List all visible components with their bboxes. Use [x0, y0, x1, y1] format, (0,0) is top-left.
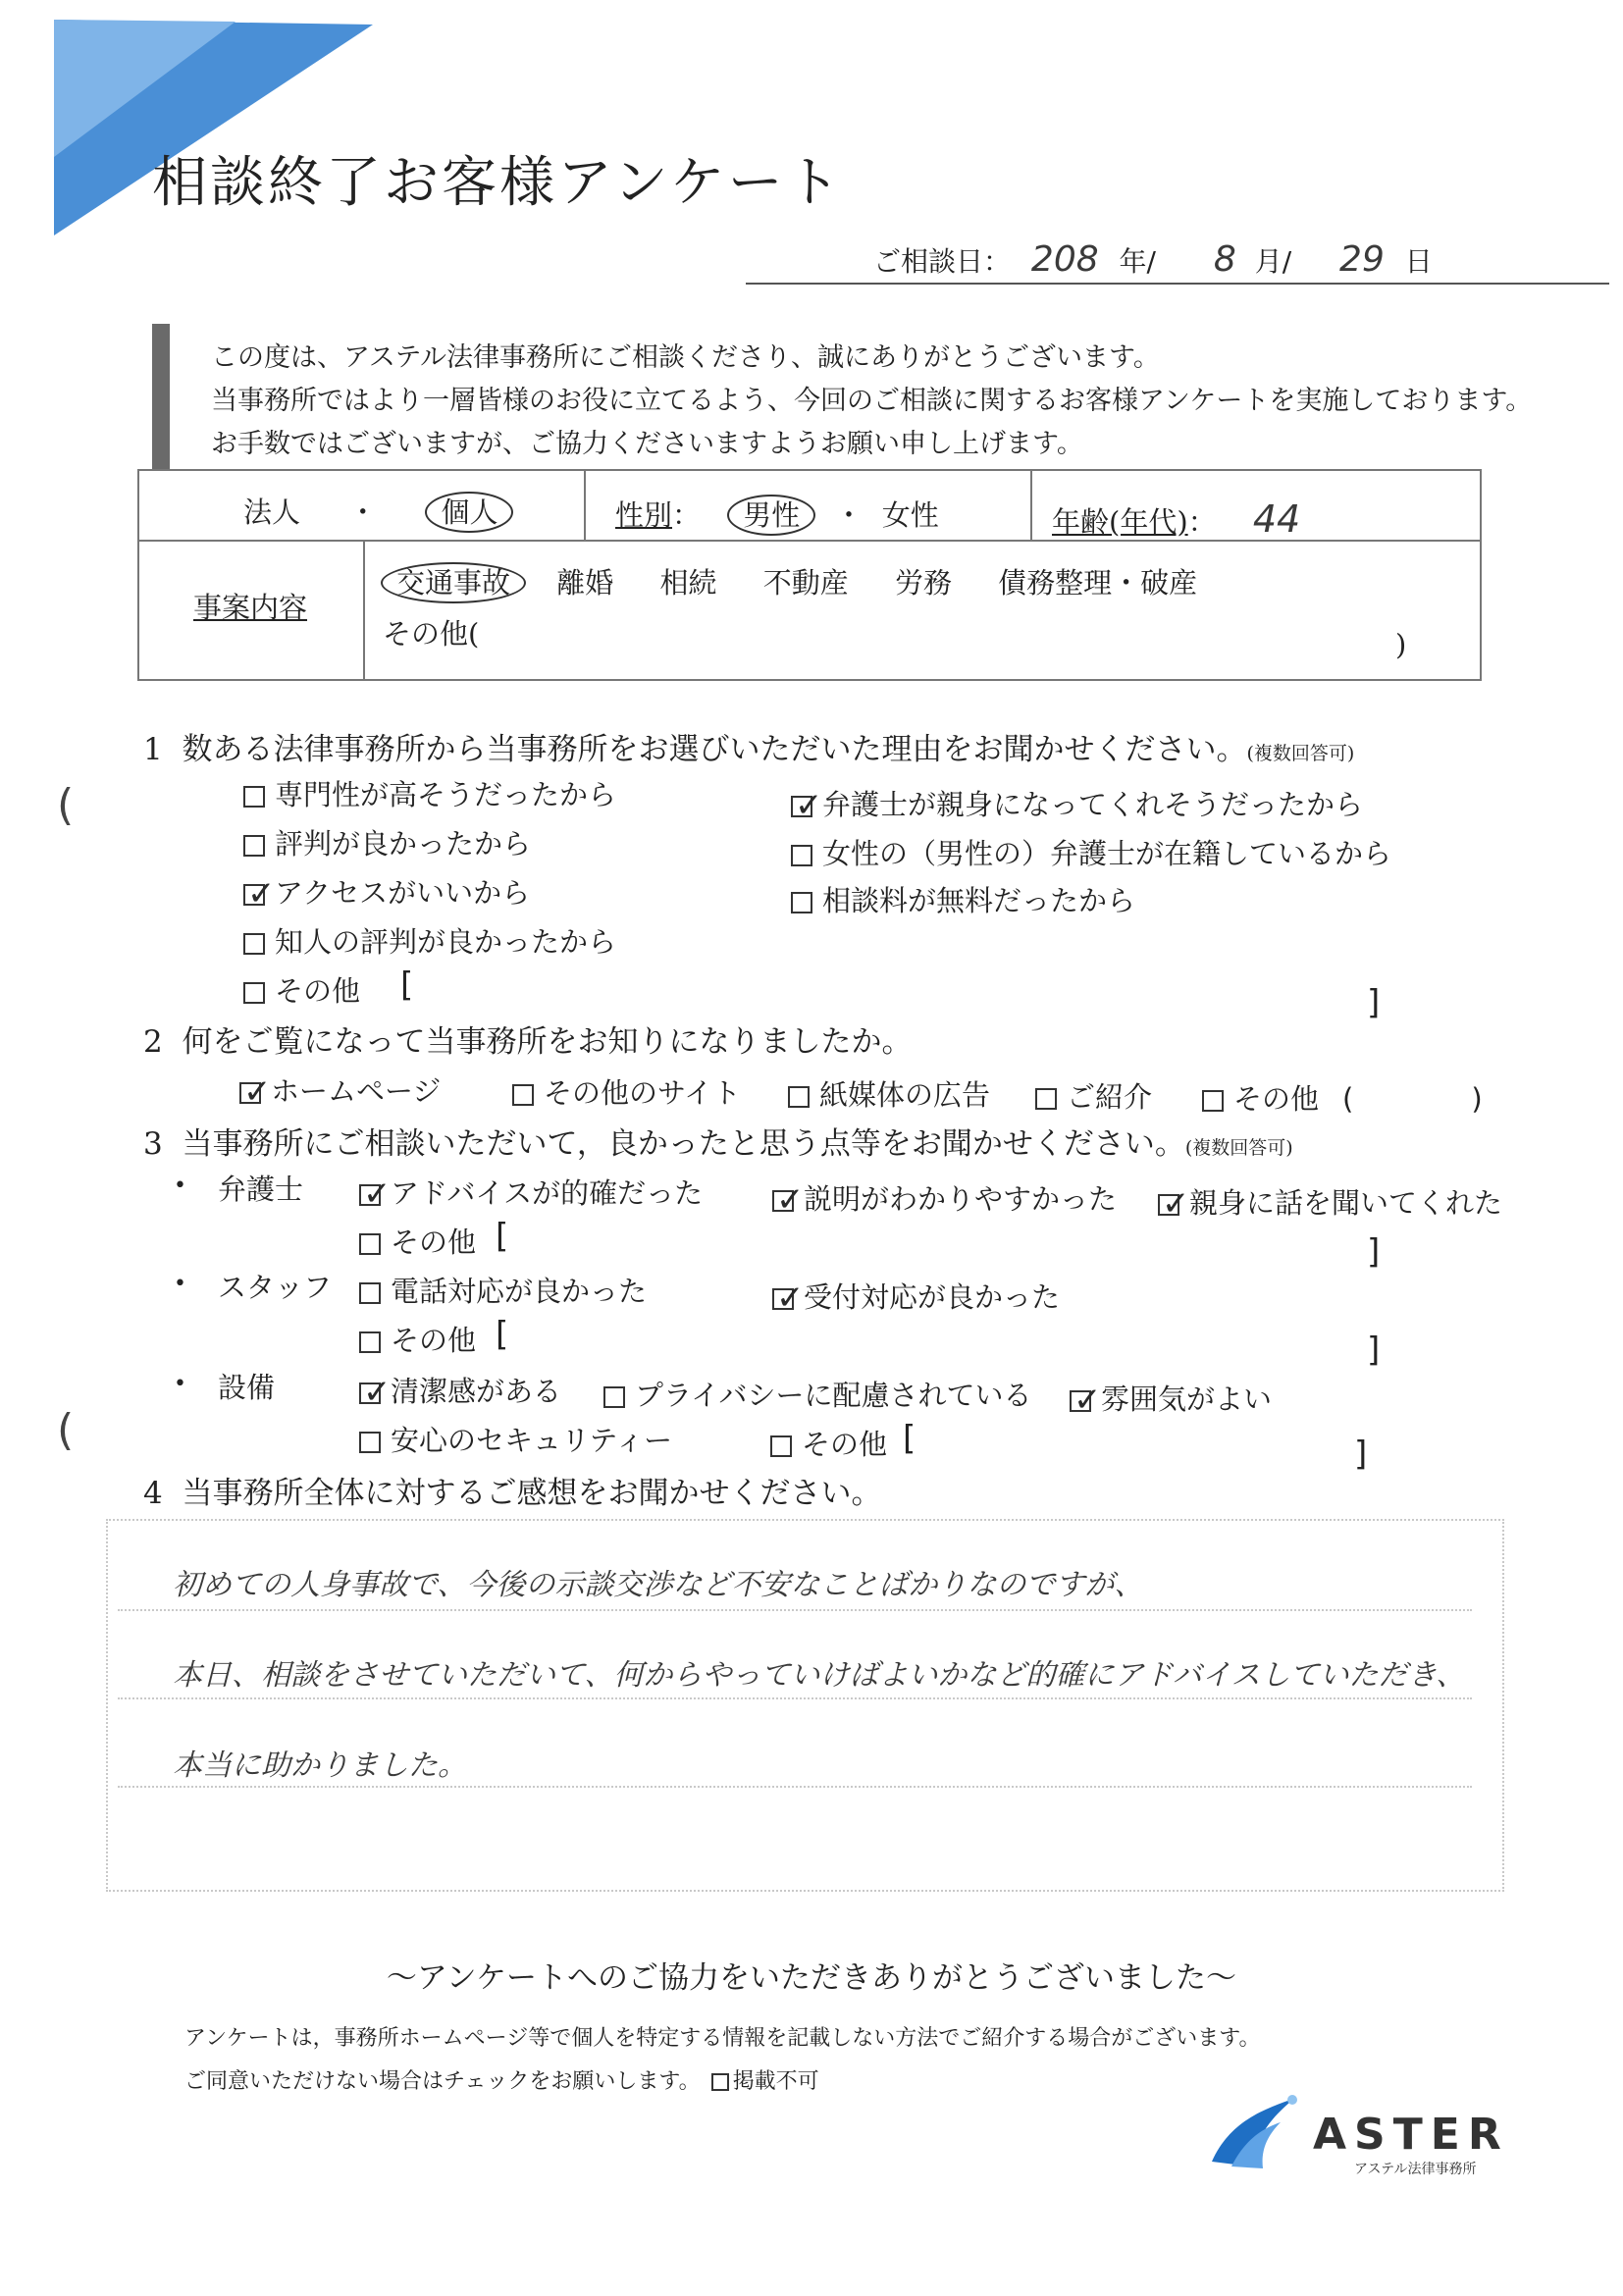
logo-name: ASTER: [1313, 2110, 1509, 2160]
case-inheritance[interactable]: 相続: [659, 566, 717, 600]
checkbox-unchecked[interactable]: [791, 845, 812, 866]
checkbox-unchecked[interactable]: [359, 1233, 381, 1255]
option-label: その他: [1233, 1082, 1320, 1116]
checkbox-checked[interactable]: [1158, 1194, 1179, 1216]
option-label: 専門性が高そうだったから: [275, 778, 617, 811]
q3-staff-bracket-close: ]: [1367, 1331, 1381, 1370]
comment-rule: [118, 1697, 1472, 1699]
question-number: 2: [143, 1024, 163, 1060]
question-note: (複数回答可): [1184, 1137, 1293, 1159]
q3-staff-phone[interactable]: [359, 1270, 647, 1310]
date-year: 208: [1030, 239, 1099, 280]
option-label: その他のサイト: [544, 1076, 741, 1110]
date-month: 8: [1213, 239, 1236, 280]
question-text: 数ある法律事務所から当事務所をお選びいただいた理由をお聞かせください。: [182, 732, 1247, 767]
option-label: 評判が良かったから: [275, 827, 532, 861]
q1-bracket-open: [: [400, 965, 414, 1005]
q3-facility-bracket-open: [: [903, 1419, 916, 1458]
q3-lawyer-listened[interactable]: [1158, 1181, 1502, 1222]
corporate-option[interactable]: 法人: [243, 496, 301, 529]
question-note: (複数回答可): [1246, 743, 1355, 764]
checkbox-unchecked[interactable]: [788, 1086, 810, 1108]
option-label: 弁護士が親身になってくれそうだったから: [822, 788, 1364, 821]
logo-subtitle: アステル法律事務所: [1354, 2162, 1477, 2177]
individual-option-selected[interactable]: 個人: [425, 492, 513, 533]
case-other[interactable]: その他(: [383, 617, 480, 651]
case-real-estate[interactable]: 不動産: [762, 566, 849, 600]
case-types: [381, 561, 1197, 601]
q3-lawyer-advice[interactable]: [359, 1172, 703, 1212]
option-label: 親身に話を聞いてくれた: [1189, 1186, 1503, 1220]
page-title: 相談終了お客様アンケート: [152, 151, 844, 215]
option-label: 雰囲気がよい: [1101, 1383, 1273, 1416]
option-label: 相談料が無料だったから: [822, 884, 1136, 917]
q3-facility-other[interactable]: [770, 1423, 887, 1463]
checkbox-checked[interactable]: [791, 796, 812, 817]
option-label: ホームページ: [271, 1074, 442, 1108]
profile-col-divider-3: [363, 540, 365, 681]
option-label: その他: [391, 1324, 477, 1357]
q1-option-reputation[interactable]: [243, 822, 531, 862]
checkbox-unchecked[interactable]: [359, 1432, 381, 1453]
checkbox-checked[interactable]: [239, 1082, 261, 1104]
paren-close: ): [1471, 1082, 1483, 1116]
option-label: アクセスがいいから: [275, 876, 531, 910]
separator-dot: ・: [834, 498, 864, 532]
question-4: [143, 1468, 881, 1512]
male-option-selected[interactable]: 男性: [727, 495, 815, 536]
intro-text: [211, 337, 1532, 466]
question-text: 当事務所全体に対するご感想をお聞かせください。: [182, 1476, 882, 1511]
checkbox-checked[interactable]: [772, 1190, 794, 1212]
intro-line-1: この度は、アステル法律事務所にご相談くださり、誠にありがとうございます。: [211, 342, 1160, 373]
q1-option-caring-lawyer[interactable]: [791, 783, 1363, 823]
no-publish-checkbox[interactable]: [711, 2073, 729, 2091]
q1-option-acquaintance[interactable]: [243, 920, 616, 961]
case-labor[interactable]: 労務: [894, 566, 952, 600]
option-label: その他: [391, 1226, 477, 1259]
comment-line-3: 本当に助かりました。: [173, 1748, 467, 1783]
question-number: 3: [143, 1126, 163, 1162]
date-underline: [746, 283, 1609, 285]
age-colon: ：: [1187, 505, 1217, 539]
client-type: [243, 491, 513, 531]
question-3: [143, 1119, 1293, 1163]
no-publish-label: 掲載不可: [732, 2069, 819, 2094]
q1-option-gender-lawyer[interactable]: [791, 832, 1391, 872]
bullet: •: [174, 1372, 186, 1396]
option-label: 受付対応が良かった: [804, 1280, 1061, 1314]
question-text: 当事務所にご相談いただいて，良かったと思う点等をお聞かせください。: [182, 1126, 1185, 1162]
checkbox-unchecked[interactable]: [359, 1282, 381, 1304]
consultation-date: [873, 239, 1433, 280]
separator-dot: ・: [348, 496, 378, 529]
q3-staff-reception[interactable]: [772, 1276, 1060, 1316]
q1-option-expertise[interactable]: [243, 773, 616, 813]
q2-option-other[interactable]: [1202, 1077, 1483, 1118]
checkbox-unchecked[interactable]: [1035, 1088, 1057, 1110]
case-traffic-accident-selected[interactable]: 交通事故: [381, 562, 526, 603]
intro-line-3: お手数ではございますが、ご協力くださいますようお願い申し上げます。: [211, 429, 1083, 459]
checkbox-unchecked[interactable]: [243, 835, 265, 857]
option-label: プライバシーに配慮されている: [635, 1379, 1032, 1412]
case-divorce[interactable]: 離婚: [556, 566, 614, 600]
profile-col-divider-1: [584, 469, 586, 540]
checkbox-checked[interactable]: [1070, 1390, 1091, 1412]
q3-staff-other[interactable]: [359, 1319, 476, 1359]
case-label: 事案内容: [193, 591, 308, 624]
q3-facility-clean[interactable]: [359, 1370, 561, 1410]
publication-notice: アンケートは，事務所ホームページ等で個人を特定する情報を記載しない方法でご紹介する場合がございます。: [184, 2026, 1261, 2051]
option-label: 紙媒体の広告: [819, 1078, 991, 1112]
question-1: [143, 724, 1354, 768]
q3-staff-label: スタッフ: [218, 1271, 333, 1304]
q3-facility-label: 設備: [218, 1371, 276, 1404]
bullet: •: [174, 1174, 186, 1198]
checkbox-unchecked[interactable]: [770, 1435, 792, 1457]
q3-lawyer-bracket-close: ]: [1367, 1232, 1381, 1272]
q3-facility-privacy[interactable]: [603, 1374, 1032, 1414]
q3-facility-atmosphere[interactable]: [1070, 1378, 1272, 1418]
q1-bracket-close: ]: [1367, 983, 1381, 1022]
q1-option-other[interactable]: [243, 969, 360, 1010]
question-number: 4: [143, 1476, 163, 1511]
checkbox-unchecked[interactable]: [791, 892, 812, 913]
consent-text: ご同意いただけない場合はチェックをお願いします。: [184, 2069, 701, 2094]
q2-option-homepage[interactable]: [239, 1070, 441, 1110]
checkbox-unchecked[interactable]: [243, 982, 265, 1004]
age-value[interactable]: 44: [1252, 497, 1301, 541]
q3-lawyer-label: 弁護士: [218, 1173, 304, 1206]
checkbox-unchecked[interactable]: [512, 1084, 534, 1106]
case-debt-bankruptcy[interactable]: 債務整理・破産: [998, 566, 1198, 600]
q3-lawyer-bracket-open: [: [496, 1217, 509, 1256]
question-text: 何をご覧になって当事務所をお知りになりましたか。: [182, 1024, 913, 1060]
option-label: ご紹介: [1067, 1080, 1153, 1114]
q3-staff-bracket-open: [: [496, 1315, 509, 1354]
checkbox-checked[interactable]: [359, 1184, 381, 1206]
option-label: アドバイスが的確だった: [391, 1176, 704, 1210]
day-suffix: 日: [1404, 245, 1433, 278]
q2-option-other-site[interactable]: [512, 1071, 741, 1112]
profile-col-divider-2: [1030, 469, 1032, 540]
q3-lawyer-other[interactable]: [359, 1221, 476, 1261]
date-day: 29: [1339, 239, 1385, 280]
gender-label: 性別: [615, 498, 673, 532]
bullet: •: [174, 1272, 186, 1296]
q3-facility-bracket-close: ]: [1354, 1435, 1368, 1474]
checkbox-unchecked[interactable]: [243, 933, 265, 955]
option-label: その他: [802, 1428, 888, 1461]
option-label: 安心のセキュリティー: [391, 1424, 673, 1457]
intro-line-2: 当事務所ではより一層皆様のお役に立てるよう、今回のご相談に関するお客様アンケートを実施しております。: [211, 386, 1533, 416]
checkbox-unchecked[interactable]: [243, 786, 265, 808]
consent-notice: [184, 2064, 819, 2095]
q1-option-access[interactable]: [243, 871, 530, 912]
question-number: 1: [143, 732, 163, 767]
option-label: その他: [275, 974, 361, 1008]
age-label: 年齢(年代): [1052, 505, 1188, 539]
margin-mark: (: [57, 1405, 75, 1455]
comment-line-1: 初めての人身事故で、今後の示談交渉など不安なことばかりなのですが、: [173, 1568, 1144, 1602]
checkbox-unchecked[interactable]: [603, 1386, 625, 1408]
comment-rule: [118, 1609, 1472, 1611]
age-field: [1052, 497, 1300, 541]
checkbox-checked[interactable]: [243, 884, 265, 906]
checkbox-checked[interactable]: [359, 1383, 381, 1404]
female-option[interactable]: 女性: [881, 498, 939, 532]
month-suffix: 月/: [1254, 245, 1292, 278]
aster-logo-icon: [1202, 2088, 1310, 2176]
year-suffix: 年/: [1119, 245, 1156, 278]
margin-mark: (: [57, 780, 75, 830]
q2-option-referral[interactable]: [1035, 1075, 1152, 1116]
comment-line-2: 本日、相談をさせていただいて、何からやっていけばよいかなど的確にアドバイスしていただき、: [173, 1658, 1466, 1693]
gender-colon: ：: [672, 498, 702, 532]
case-other-close: ): [1395, 628, 1407, 661]
option-label: 説明がわかりやすかった: [804, 1182, 1118, 1216]
comment-rule: [118, 1786, 1472, 1788]
option-label: 知人の評判が良かったから: [275, 925, 617, 959]
q1-option-free-consultation[interactable]: [791, 879, 1135, 919]
option-label: 清潔感がある: [391, 1375, 562, 1408]
checkbox-checked[interactable]: [772, 1288, 794, 1310]
gender-field: [615, 494, 939, 534]
date-label: ご相談日：: [873, 245, 1012, 278]
q2-option-print-ad[interactable]: [788, 1073, 990, 1114]
option-label: 女性の（男性の）弁護士が在籍しているから: [822, 837, 1392, 870]
thanks-message: ～アンケートへのご協力をいただきありがとうございました～: [386, 1960, 1237, 1996]
paren-open: (: [1342, 1082, 1354, 1116]
option-label: 電話対応が良かった: [391, 1275, 648, 1308]
q3-lawyer-explanation[interactable]: [772, 1177, 1117, 1218]
intro-sidebar-bar: [152, 324, 170, 469]
question-2: [143, 1017, 912, 1061]
checkbox-unchecked[interactable]: [359, 1331, 381, 1353]
q3-facility-security[interactable]: [359, 1419, 672, 1459]
checkbox-unchecked[interactable]: [1202, 1090, 1224, 1112]
